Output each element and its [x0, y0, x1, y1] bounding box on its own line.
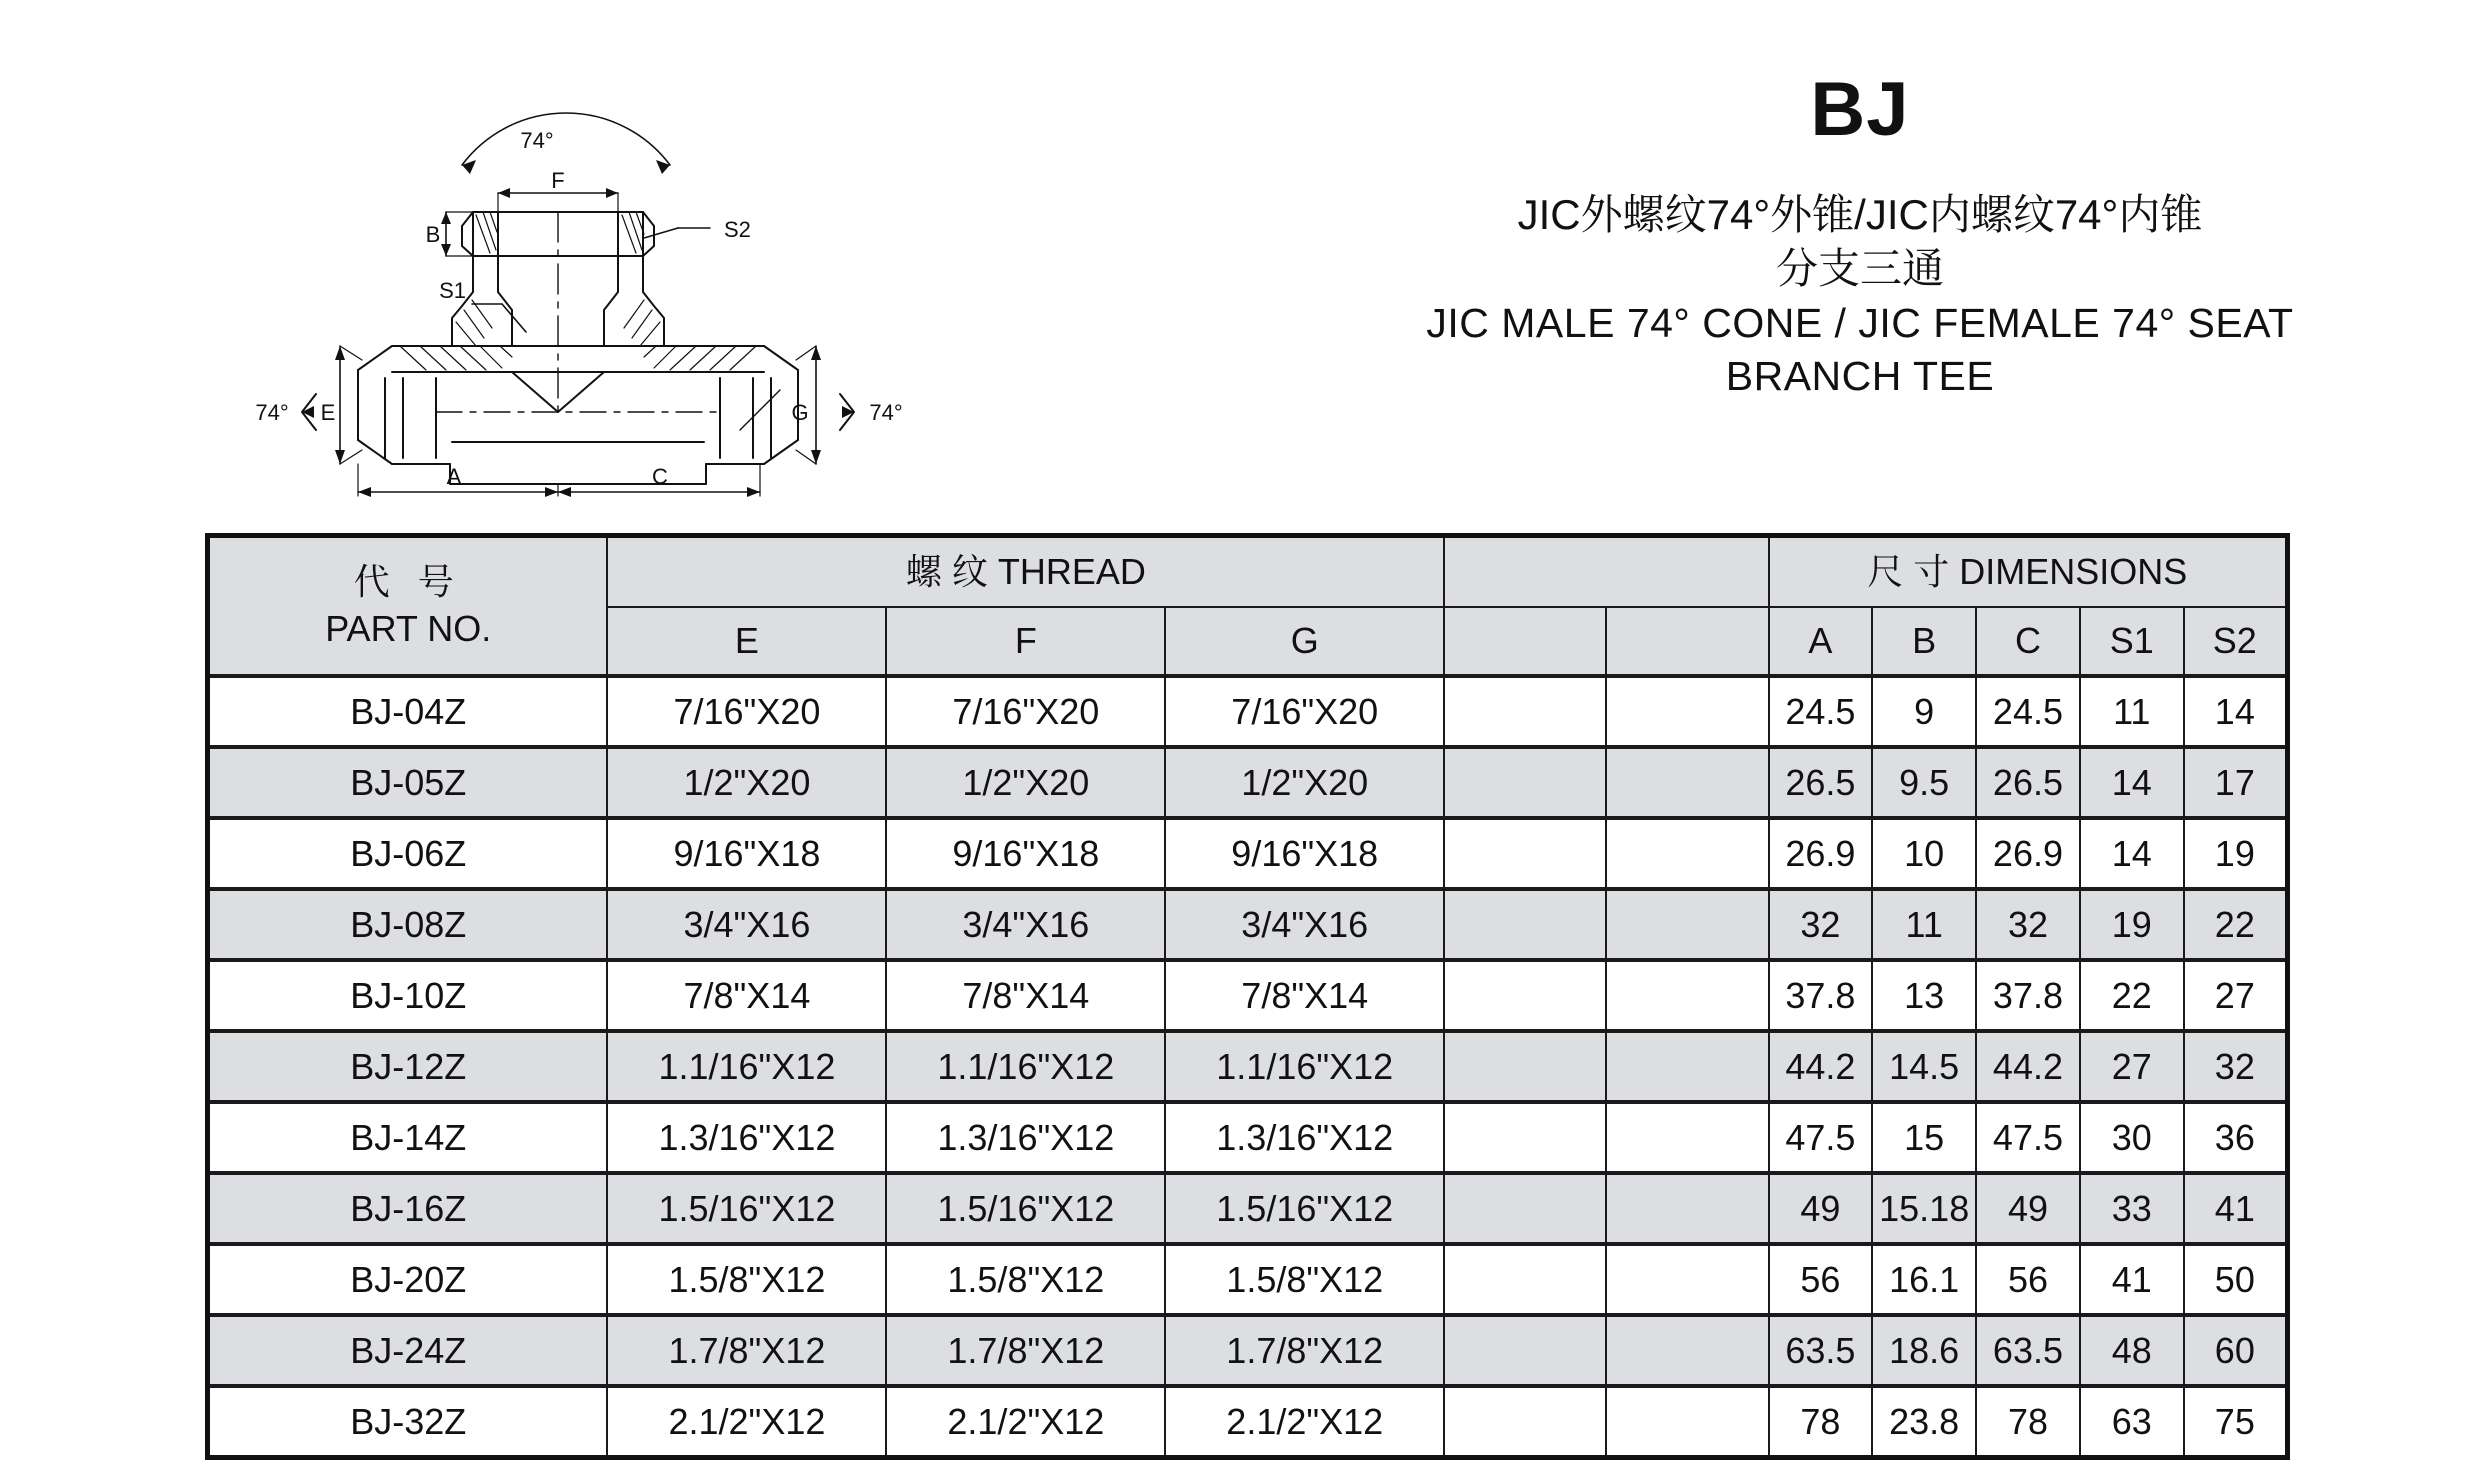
cell-thread-f: 2.1/2"X12	[886, 1386, 1165, 1458]
cell-blank-1	[1444, 1173, 1606, 1244]
header-thread-group: 螺 纹 THREAD	[607, 536, 1444, 608]
cell-dim-s2: 27	[2184, 960, 2288, 1031]
cell-blank-2	[1606, 1315, 1768, 1386]
cell-blank-1	[1444, 818, 1606, 889]
cell-thread-f: 1/2"X20	[886, 747, 1165, 818]
cell-dim-a: 78	[1769, 1386, 1873, 1458]
cell-dim-b: 18.6	[1872, 1315, 1976, 1386]
cell-dim-b: 15.18	[1872, 1173, 1976, 1244]
cell-blank-1	[1444, 1102, 1606, 1173]
cell-dim-s1: 63	[2080, 1386, 2184, 1458]
table-row	[208, 818, 2288, 889]
cell-thread-g: 9/16"X18	[1165, 818, 1444, 889]
cell-blank-2	[1606, 747, 1768, 818]
spec-table-container	[205, 533, 2290, 1460]
cell-dim-c: 63.5	[1976, 1315, 2080, 1386]
cell-dim-s1: 19	[2080, 889, 2184, 960]
cell-blank-1	[1444, 1315, 1606, 1386]
cell-blank-1	[1444, 889, 1606, 960]
header-col-g: G	[1165, 607, 1444, 676]
cell-dim-s1: 27	[2080, 1031, 2184, 1102]
cell-part-no: BJ-10Z	[208, 960, 608, 1031]
cell-thread-e: 9/16"X18	[607, 818, 886, 889]
drawing-label-s1: S1	[439, 278, 466, 303]
cell-dim-c: 26.5	[1976, 747, 2080, 818]
title-subtitle-cn-1: JIC外螺纹74°外锥/JIC内螺纹74°内锥	[1517, 190, 2203, 238]
drawing-label-a: A	[446, 464, 462, 489]
cell-thread-f: 1.5/16"X12	[886, 1173, 1165, 1244]
cell-dim-s1: 22	[2080, 960, 2184, 1031]
cell-dim-b: 15	[1872, 1102, 1976, 1173]
cell-dim-a: 26.5	[1769, 747, 1873, 818]
header-col-c: C	[1976, 607, 2080, 676]
cell-dim-a: 37.8	[1769, 960, 1873, 1031]
cell-blank-1	[1444, 960, 1606, 1031]
cell-dim-b: 13	[1872, 960, 1976, 1031]
cell-thread-g: 7/16"X20	[1165, 676, 1444, 747]
cell-blank-2	[1606, 1102, 1768, 1173]
table-row	[208, 1315, 2288, 1386]
cell-thread-e: 7/8"X14	[607, 960, 886, 1031]
cell-blank-2	[1606, 960, 1768, 1031]
cell-thread-g: 1.1/16"X12	[1165, 1031, 1444, 1102]
cell-dim-a: 26.9	[1769, 818, 1873, 889]
cell-dim-s2: 50	[2184, 1244, 2288, 1315]
cell-dim-s1: 11	[2080, 676, 2184, 747]
cell-thread-g: 1.7/8"X12	[1165, 1315, 1444, 1386]
header-col-s2: S2	[2184, 607, 2288, 676]
cell-dim-a: 44.2	[1769, 1031, 1873, 1102]
title-subtitle-cn-2: 分支三通	[1775, 245, 1944, 293]
header-col-s1: S1	[2080, 607, 2184, 676]
cell-part-no: BJ-12Z	[208, 1031, 608, 1102]
cell-dim-a: 56	[1769, 1244, 1873, 1315]
drawing-label-c: C	[652, 464, 668, 489]
title-subtitle-en-1: JIC MALE 74° CONE / JIC FEMALE 74° SEAT	[1426, 299, 2294, 346]
header-col-a: A	[1769, 607, 1873, 676]
cell-dim-s2: 19	[2184, 818, 2288, 889]
header-blank-group	[1444, 536, 1768, 608]
cell-dim-c: 49	[1976, 1173, 2080, 1244]
cell-dim-s1: 30	[2080, 1102, 2184, 1173]
cell-dim-s2: 36	[2184, 1102, 2288, 1173]
table-row	[208, 1173, 2288, 1244]
cell-dim-a: 32	[1769, 889, 1873, 960]
cell-dim-c: 44.2	[1976, 1031, 2080, 1102]
cell-dim-s2: 22	[2184, 889, 2288, 960]
cell-thread-g: 1/2"X20	[1165, 747, 1444, 818]
cell-blank-1	[1444, 1386, 1606, 1458]
cell-blank-2	[1606, 1386, 1768, 1458]
drawing-label-s2: S2	[724, 217, 751, 242]
cell-thread-f: 7/16"X20	[886, 676, 1165, 747]
cell-thread-e: 7/16"X20	[607, 676, 886, 747]
cell-blank-1	[1444, 747, 1606, 818]
cell-thread-f: 1.3/16"X12	[886, 1102, 1165, 1173]
cell-blank-2	[1606, 1244, 1768, 1315]
cell-part-no: BJ-32Z	[208, 1386, 608, 1458]
drawing-label-angle-right: 74°	[869, 400, 903, 425]
cell-dim-c: 32	[1976, 889, 2080, 960]
cell-dim-b: 10	[1872, 818, 1976, 889]
table-row	[208, 1244, 2288, 1315]
cell-part-no: BJ-08Z	[208, 889, 608, 960]
title-block	[1240, 67, 2480, 404]
header-part-no-en: PART NO.	[325, 608, 492, 649]
cell-blank-2	[1606, 818, 1768, 889]
cell-blank-2	[1606, 889, 1768, 960]
table-row	[208, 747, 2288, 818]
cell-blank-1	[1444, 1244, 1606, 1315]
drawing-label-angle-left: 74°	[255, 400, 289, 425]
cell-dim-s1: 33	[2080, 1173, 2184, 1244]
specification-table	[205, 533, 2290, 1460]
cell-dim-b: 9.5	[1872, 747, 1976, 818]
header-part-no	[208, 536, 608, 677]
cell-thread-e: 1.5/16"X12	[607, 1173, 886, 1244]
cell-dim-c: 47.5	[1976, 1102, 2080, 1173]
cell-dim-s2: 75	[2184, 1386, 2288, 1458]
cell-part-no: BJ-05Z	[208, 747, 608, 818]
cell-thread-g: 1.5/8"X12	[1165, 1244, 1444, 1315]
cell-dim-a: 47.5	[1769, 1102, 1873, 1173]
drawing-label-f: F	[551, 168, 565, 193]
cell-thread-g: 2.1/2"X12	[1165, 1386, 1444, 1458]
cell-dim-b: 14.5	[1872, 1031, 1976, 1102]
cell-blank-2	[1606, 1173, 1768, 1244]
cell-dim-s2: 60	[2184, 1315, 2288, 1386]
cell-dim-b: 9	[1872, 676, 1976, 747]
cell-thread-e: 1.5/8"X12	[607, 1244, 886, 1315]
cell-dim-b: 11	[1872, 889, 1976, 960]
drawing-label-b: B	[425, 222, 441, 247]
page-title: BJ	[1810, 67, 1910, 152]
cell-dim-s2: 41	[2184, 1173, 2288, 1244]
cell-dim-c: 56	[1976, 1244, 2080, 1315]
cell-dim-a: 24.5	[1769, 676, 1873, 747]
drawing-label-g: G	[791, 400, 809, 425]
table-row	[208, 676, 2288, 747]
table-row	[208, 889, 2288, 960]
table-row	[208, 1031, 2288, 1102]
drawing-label-angle-top: 74°	[520, 128, 554, 153]
cell-thread-e: 1.1/16"X12	[607, 1031, 886, 1102]
cell-thread-g: 1.5/16"X12	[1165, 1173, 1444, 1244]
cell-blank-1	[1444, 676, 1606, 747]
header-part-no-cn: 代 号	[353, 561, 463, 603]
cell-dim-c: 24.5	[1976, 676, 2080, 747]
cell-thread-f: 3/4"X16	[886, 889, 1165, 960]
cell-part-no: BJ-04Z	[208, 676, 608, 747]
cell-dim-b: 23.8	[1872, 1386, 1976, 1458]
table-row	[208, 960, 2288, 1031]
cell-dim-s1: 14	[2080, 747, 2184, 818]
cell-dim-s2: 14	[2184, 676, 2288, 747]
cell-part-no: BJ-20Z	[208, 1244, 608, 1315]
header-col-b: B	[1872, 607, 1976, 676]
header-col-f: F	[886, 607, 1165, 676]
cell-thread-g: 1.3/16"X12	[1165, 1102, 1444, 1173]
title-subtitle-en-2: BRANCH TEE	[1725, 353, 1995, 400]
table-row	[208, 1386, 2288, 1458]
cell-dim-c: 37.8	[1976, 960, 2080, 1031]
cell-dim-c: 26.9	[1976, 818, 2080, 889]
table-row	[208, 1102, 2288, 1173]
cell-part-no: BJ-06Z	[208, 818, 608, 889]
specification-table-body	[208, 676, 2288, 1458]
cell-dim-s1: 48	[2080, 1315, 2184, 1386]
cell-dim-a: 49	[1769, 1173, 1873, 1244]
header-col-blank-1	[1444, 607, 1606, 676]
cell-thread-f: 1.1/16"X12	[886, 1031, 1165, 1102]
cell-dim-s2: 17	[2184, 747, 2288, 818]
cell-thread-e: 1.7/8"X12	[607, 1315, 886, 1386]
technical-drawing	[240, 60, 920, 500]
header-dimensions-group: 尺 寸 DIMENSIONS	[1769, 536, 2288, 608]
cell-dim-s1: 41	[2080, 1244, 2184, 1315]
cell-dim-a: 63.5	[1769, 1315, 1873, 1386]
cell-part-no: BJ-14Z	[208, 1102, 608, 1173]
cell-thread-e: 2.1/2"X12	[607, 1386, 886, 1458]
cell-thread-e: 1/2"X20	[607, 747, 886, 818]
header-col-blank-2	[1606, 607, 1768, 676]
cell-thread-f: 7/8"X14	[886, 960, 1165, 1031]
cell-dim-s2: 32	[2184, 1031, 2288, 1102]
cell-part-no: BJ-24Z	[208, 1315, 608, 1386]
cell-thread-f: 1.7/8"X12	[886, 1315, 1165, 1386]
cell-thread-f: 1.5/8"X12	[886, 1244, 1165, 1315]
cell-dim-b: 16.1	[1872, 1244, 1976, 1315]
cell-thread-e: 3/4"X16	[607, 889, 886, 960]
cell-thread-e: 1.3/16"X12	[607, 1102, 886, 1173]
branch-tee-drawing-svg	[240, 60, 920, 500]
cell-blank-2	[1606, 1031, 1768, 1102]
cell-thread-g: 3/4"X16	[1165, 889, 1444, 960]
drawing-label-e: E	[320, 400, 336, 425]
cell-part-no: BJ-16Z	[208, 1173, 608, 1244]
cell-blank-2	[1606, 676, 1768, 747]
cell-dim-c: 78	[1976, 1386, 2080, 1458]
cell-thread-g: 7/8"X14	[1165, 960, 1444, 1031]
header-col-e: E	[607, 607, 886, 676]
cell-blank-1	[1444, 1031, 1606, 1102]
cell-dim-s1: 14	[2080, 818, 2184, 889]
cell-thread-f: 9/16"X18	[886, 818, 1165, 889]
